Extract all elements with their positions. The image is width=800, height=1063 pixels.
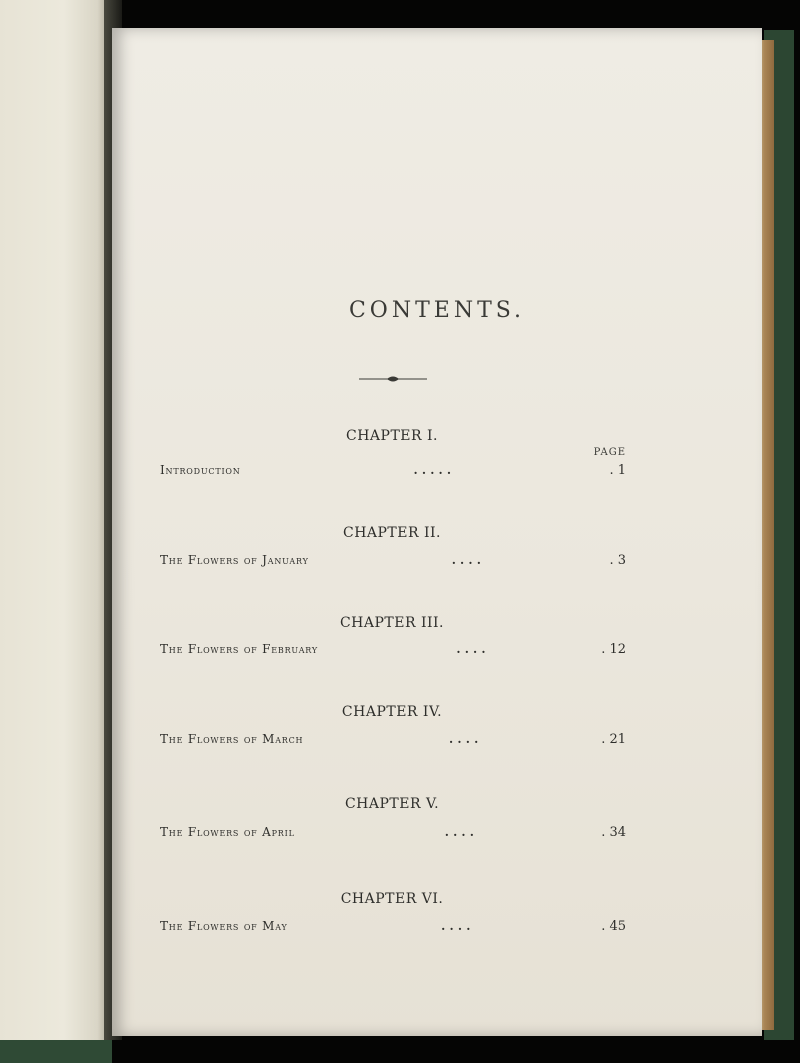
contents-page bbox=[112, 28, 762, 1036]
entry-title: Introduction bbox=[160, 463, 241, 477]
toc-entry[interactable] bbox=[160, 732, 626, 752]
entry-title: The Flowers of March bbox=[160, 732, 304, 746]
entry-page-number: . 34 bbox=[601, 825, 626, 840]
dot-leader: . . . . bbox=[441, 919, 471, 933]
chapter-heading: CHAPTER III. bbox=[339, 615, 445, 631]
dot-leader: . . . . bbox=[456, 642, 486, 656]
entry-page-number: . 3 bbox=[609, 553, 626, 568]
toc-entry[interactable] bbox=[160, 642, 626, 662]
chapter-heading: CHAPTER IV. bbox=[341, 704, 443, 720]
toc-entry[interactable] bbox=[160, 463, 626, 483]
dot-leader: . . . . bbox=[449, 732, 479, 746]
toc-entry[interactable] bbox=[160, 553, 626, 573]
chapter-heading: CHAPTER I. bbox=[346, 428, 438, 444]
chapter-heading: CHAPTER V. bbox=[344, 796, 440, 812]
entry-title: The Flowers of February bbox=[160, 642, 318, 656]
entry-title: The Flowers of January bbox=[160, 553, 309, 567]
entry-page-number: . 1 bbox=[609, 463, 626, 478]
page-column-header: PAGE bbox=[593, 447, 626, 458]
dot-leader: . . . . bbox=[451, 553, 481, 567]
entry-page-number: . 21 bbox=[601, 732, 626, 747]
entry-page-number: . 12 bbox=[601, 642, 626, 657]
ornament-divider-icon bbox=[359, 374, 427, 384]
chapter-heading: CHAPTER VI. bbox=[340, 891, 444, 907]
entry-title: The Flowers of May bbox=[160, 919, 288, 933]
dot-leader: . . . . . bbox=[413, 463, 452, 477]
toc-entry[interactable] bbox=[160, 919, 626, 939]
entry-title: The Flowers of April bbox=[160, 825, 295, 839]
toc-entry[interactable] bbox=[160, 825, 626, 845]
entry-page-number: . 45 bbox=[601, 919, 626, 934]
dot-leader: . . . . bbox=[444, 825, 474, 839]
left-page bbox=[0, 0, 106, 1040]
chapter-heading: CHAPTER II. bbox=[342, 525, 441, 541]
page-title: CONTENTS. bbox=[348, 298, 526, 323]
